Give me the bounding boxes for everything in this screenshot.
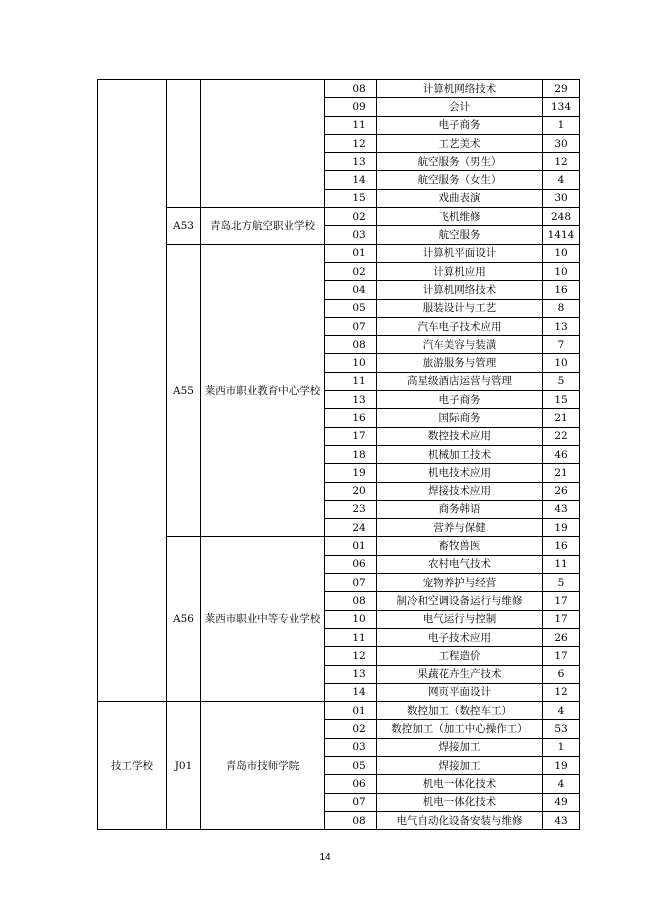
major-code-cell: 14 xyxy=(325,683,377,701)
major-code-cell: 07 xyxy=(325,317,377,335)
major-code-cell: 14 xyxy=(325,171,377,189)
major-count-cell: 22 xyxy=(543,427,580,445)
major-name-cell: 电子商务 xyxy=(377,391,543,409)
major-code-cell: 03 xyxy=(325,226,377,244)
major-count-cell: 134 xyxy=(543,98,580,116)
major-name-cell: 宠物养护与经营 xyxy=(377,574,543,592)
major-name-cell: 数控加工（数控车工） xyxy=(377,702,543,720)
school-code-cell: A55 xyxy=(167,244,201,537)
page-number: 14 xyxy=(319,852,331,863)
school-code-cell: A56 xyxy=(167,537,201,702)
table-row xyxy=(98,244,580,262)
major-count-cell: 46 xyxy=(543,445,580,463)
major-code-cell: 11 xyxy=(325,116,377,134)
major-name-cell: 服装设计与工艺 xyxy=(377,299,543,317)
major-count-cell: 1 xyxy=(543,116,580,134)
school-name-cell: 青岛市技师学院 xyxy=(201,702,325,830)
major-name-cell: 电子技术应用 xyxy=(377,628,543,646)
major-code-cell: 04 xyxy=(325,281,377,299)
school-name-cell: 莱西市职业教育中心学校 xyxy=(201,244,325,537)
major-count-cell: 49 xyxy=(543,793,580,811)
major-code-cell: 10 xyxy=(325,354,377,372)
table-row xyxy=(98,208,580,226)
major-count-cell: 29 xyxy=(543,80,580,98)
major-count-cell: 43 xyxy=(543,811,580,829)
major-count-cell: 4 xyxy=(543,702,580,720)
major-name-cell: 电气运行与控制 xyxy=(377,610,543,628)
table-row xyxy=(98,80,580,98)
major-code-cell: 02 xyxy=(325,262,377,280)
school-name-cell xyxy=(201,80,325,208)
major-name-cell: 会计 xyxy=(377,98,543,116)
major-count-cell: 248 xyxy=(543,208,580,226)
major-code-cell: 06 xyxy=(325,775,377,793)
major-name-cell: 果蔬花卉生产技术 xyxy=(377,665,543,683)
major-count-cell: 4 xyxy=(543,775,580,793)
major-count-cell: 10 xyxy=(543,244,580,262)
major-count-cell: 1 xyxy=(543,738,580,756)
major-name-cell: 机电一体化技术 xyxy=(377,793,543,811)
major-name-cell: 营养与保健 xyxy=(377,519,543,537)
major-name-cell: 农村电气技术 xyxy=(377,555,543,573)
major-code-cell: 13 xyxy=(325,665,377,683)
school-name-cell: 青岛北方航空职业学校 xyxy=(201,208,325,245)
major-code-cell: 16 xyxy=(325,409,377,427)
major-code-cell: 12 xyxy=(325,134,377,152)
major-count-cell: 13 xyxy=(543,317,580,335)
major-count-cell: 5 xyxy=(543,574,580,592)
major-name-cell: 焊接加工 xyxy=(377,756,543,774)
major-code-cell: 24 xyxy=(325,519,377,537)
major-code-cell: 20 xyxy=(325,482,377,500)
major-name-cell: 焊接加工 xyxy=(377,738,543,756)
major-code-cell: 08 xyxy=(325,336,377,354)
major-name-cell: 机电一体化技术 xyxy=(377,775,543,793)
major-count-cell: 19 xyxy=(543,519,580,537)
major-name-cell: 畜牧兽医 xyxy=(377,537,543,555)
major-name-cell: 航空服务 xyxy=(377,226,543,244)
major-count-cell: 12 xyxy=(543,683,580,701)
major-count-cell: 43 xyxy=(543,500,580,518)
category-cell: 技工学校 xyxy=(98,702,167,830)
major-name-cell: 网页平面设计 xyxy=(377,683,543,701)
major-code-cell: 11 xyxy=(325,372,377,390)
school-name-cell: 莱西市职业中等专业学校 xyxy=(201,537,325,702)
major-count-cell: 17 xyxy=(543,592,580,610)
major-name-cell: 工艺美术 xyxy=(377,134,543,152)
major-code-cell: 17 xyxy=(325,427,377,445)
major-code-cell: 11 xyxy=(325,628,377,646)
major-code-cell: 10 xyxy=(325,610,377,628)
major-count-cell: 7 xyxy=(543,336,580,354)
major-name-cell: 汽车电子技术应用 xyxy=(377,317,543,335)
major-name-cell: 工程造价 xyxy=(377,647,543,665)
major-code-cell: 08 xyxy=(325,592,377,610)
category-cell xyxy=(98,80,167,702)
major-count-cell: 16 xyxy=(543,281,580,299)
major-name-cell: 电子商务 xyxy=(377,116,543,134)
major-code-cell: 01 xyxy=(325,244,377,262)
school-code-cell: A53 xyxy=(167,208,201,245)
school-code-cell xyxy=(167,80,201,208)
major-code-cell: 06 xyxy=(325,555,377,573)
major-code-cell: 07 xyxy=(325,574,377,592)
major-count-cell: 10 xyxy=(543,262,580,280)
major-code-cell: 13 xyxy=(325,153,377,171)
major-count-cell: 17 xyxy=(543,647,580,665)
major-count-cell: 11 xyxy=(543,555,580,573)
major-count-cell: 4 xyxy=(543,171,580,189)
major-code-cell: 15 xyxy=(325,189,377,207)
major-name-cell: 航空服务（男生） xyxy=(377,153,543,171)
major-code-cell: 08 xyxy=(325,811,377,829)
major-count-cell: 17 xyxy=(543,610,580,628)
major-count-cell: 15 xyxy=(543,391,580,409)
major-name-cell: 制冷和空调设备运行与维修 xyxy=(377,592,543,610)
major-count-cell: 53 xyxy=(543,720,580,738)
major-name-cell: 国际商务 xyxy=(377,409,543,427)
table-row xyxy=(98,537,580,555)
major-code-cell: 02 xyxy=(325,208,377,226)
major-count-cell: 16 xyxy=(543,537,580,555)
major-count-cell: 30 xyxy=(543,134,580,152)
enrollment-table-body xyxy=(98,80,580,830)
major-name-cell: 汽车美容与装潢 xyxy=(377,336,543,354)
major-count-cell: 8 xyxy=(543,299,580,317)
major-name-cell: 数控加工（加工中心操作工） xyxy=(377,720,543,738)
major-count-cell: 30 xyxy=(543,189,580,207)
major-count-cell: 1414 xyxy=(543,226,580,244)
major-count-cell: 5 xyxy=(543,372,580,390)
major-count-cell: 26 xyxy=(543,628,580,646)
major-name-cell: 高星级酒店运营与管理 xyxy=(377,372,543,390)
major-name-cell: 计算机应用 xyxy=(377,262,543,280)
major-name-cell: 旅游服务与管理 xyxy=(377,354,543,372)
major-count-cell: 10 xyxy=(543,354,580,372)
major-code-cell: 23 xyxy=(325,500,377,518)
enrollment-table xyxy=(97,79,580,830)
major-name-cell: 计算机平面设计 xyxy=(377,244,543,262)
major-count-cell: 26 xyxy=(543,482,580,500)
major-name-cell: 飞机维修 xyxy=(377,208,543,226)
major-count-cell: 12 xyxy=(543,153,580,171)
major-code-cell: 09 xyxy=(325,98,377,116)
major-code-cell: 13 xyxy=(325,391,377,409)
major-code-cell: 01 xyxy=(325,702,377,720)
major-code-cell: 18 xyxy=(325,445,377,463)
major-name-cell: 计算机网络技术 xyxy=(377,281,543,299)
major-code-cell: 05 xyxy=(325,756,377,774)
major-code-cell: 19 xyxy=(325,464,377,482)
major-name-cell: 戏曲表演 xyxy=(377,189,543,207)
major-count-cell: 21 xyxy=(543,409,580,427)
major-code-cell: 03 xyxy=(325,738,377,756)
major-name-cell: 机械加工技术 xyxy=(377,445,543,463)
major-count-cell: 19 xyxy=(543,756,580,774)
major-code-cell: 05 xyxy=(325,299,377,317)
major-code-cell: 12 xyxy=(325,647,377,665)
major-count-cell: 6 xyxy=(543,665,580,683)
school-code-cell: J01 xyxy=(167,702,201,830)
major-code-cell: 02 xyxy=(325,720,377,738)
major-name-cell: 数控技术应用 xyxy=(377,427,543,445)
major-name-cell: 航空服务（女生） xyxy=(377,171,543,189)
major-name-cell: 计算机网络技术 xyxy=(377,80,543,98)
table-row xyxy=(98,702,580,720)
major-name-cell: 焊接技术应用 xyxy=(377,482,543,500)
major-count-cell: 21 xyxy=(543,464,580,482)
major-name-cell: 电气自动化设备安装与维修 xyxy=(377,811,543,829)
major-name-cell: 机电技术应用 xyxy=(377,464,543,482)
major-name-cell: 商务韩语 xyxy=(377,500,543,518)
major-code-cell: 08 xyxy=(325,80,377,98)
major-code-cell: 07 xyxy=(325,793,377,811)
major-code-cell: 01 xyxy=(325,537,377,555)
